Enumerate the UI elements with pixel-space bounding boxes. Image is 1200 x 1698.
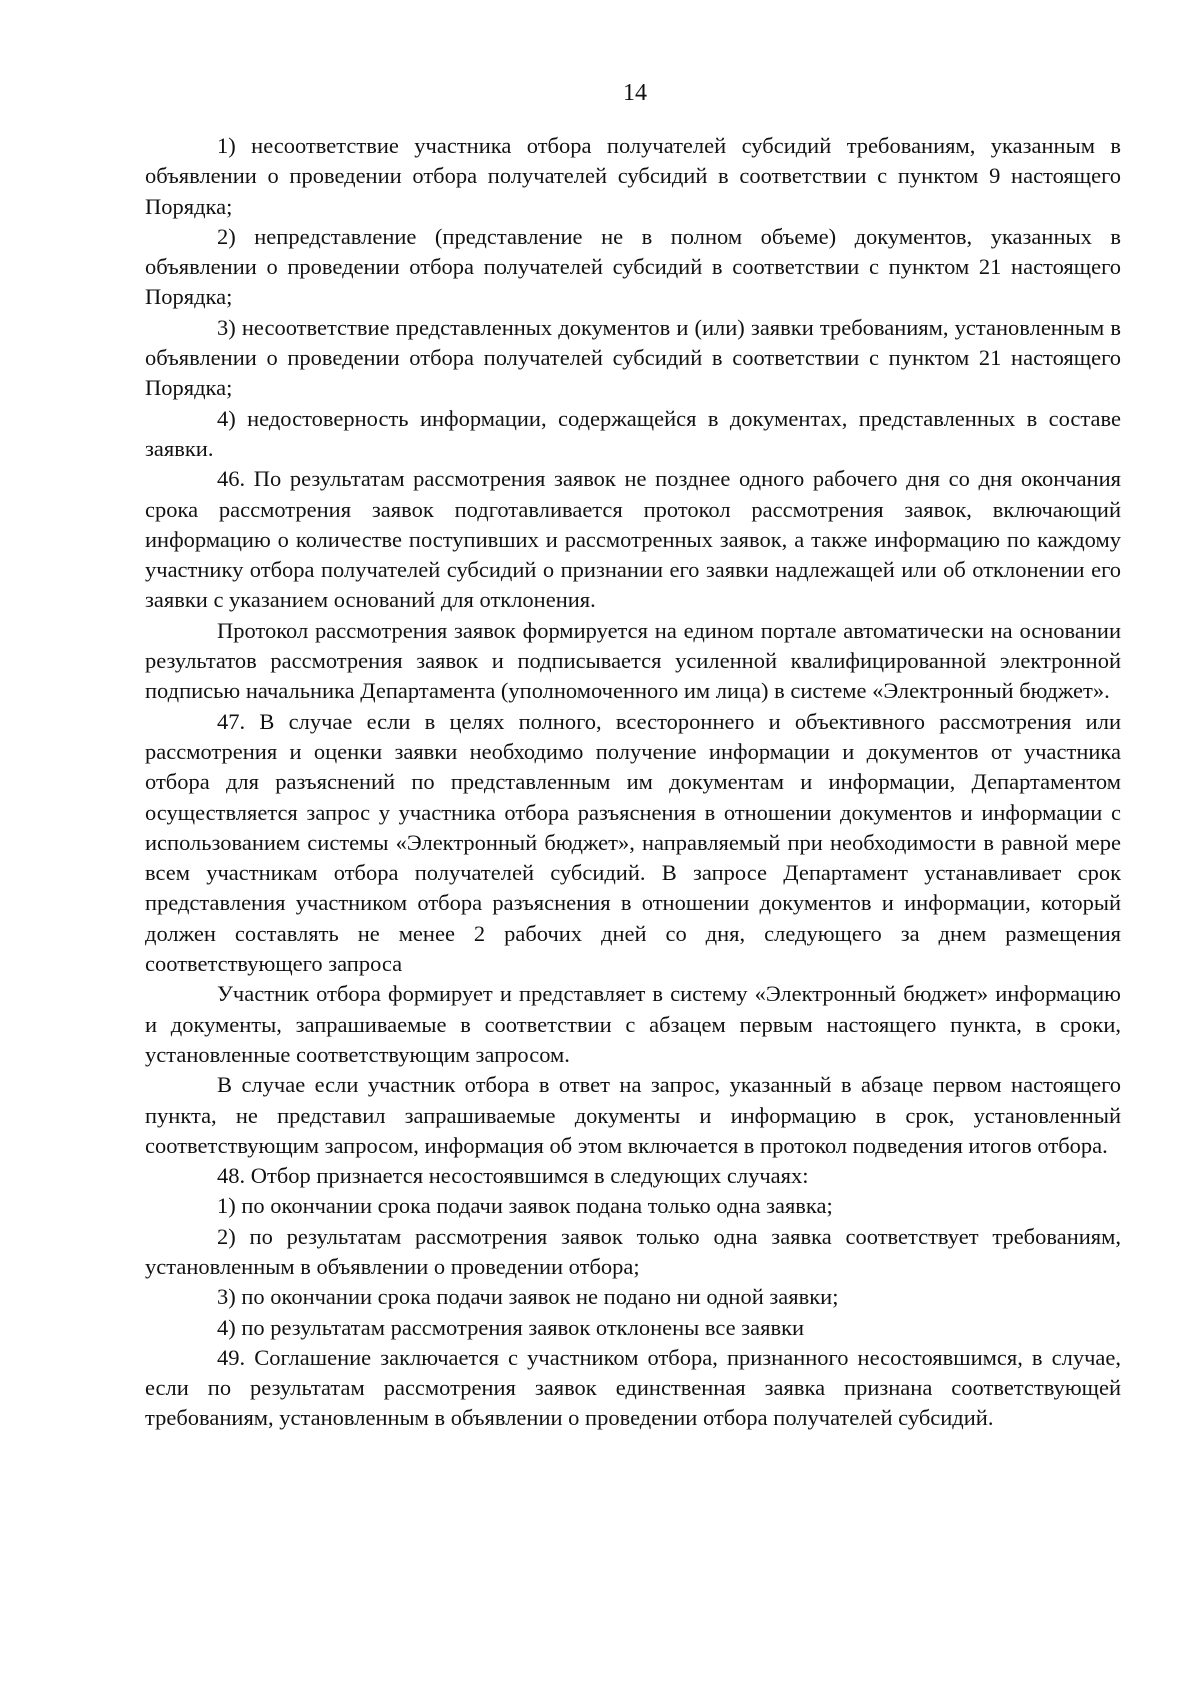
- page-number: 14: [623, 80, 647, 106]
- paragraph-48-case-4: 4) по результатам рассмотрения заявок отклонены все заявки: [217, 1314, 805, 1340]
- paragraph-2-nonsubmission-documents: 2) непредставление (представление не в полном объеме) документов, указанных в объявлении о проведении отбора получателей субсидий в соответствии с пунктом 21 настоящего Порядка;: [145, 223, 1121, 310]
- paragraph-46-review-protocol: 46. По результатам рассмотрения заявок не позднее одного рабочего дня со дня окончания срока рассмотрения заявок подготавливается протокол рассмотрения заявок, включающий информацию о количестве поступивших и рассмотренных заявок, а также информацию по каждому участнику отбора получателей субсидий о признании его заявки надлежащей или об отклонении его заявки с указанием оснований для отклонения.: [145, 466, 1121, 613]
- paragraph-48-case-2: 2) по результатам рассмотрения заявок только одна заявка соответствует требованиям, установленным в объявлении о проведении отбора;: [145, 1223, 1121, 1279]
- paragraph-no-response: В случае если участник отбора в ответ на запрос, указанный в абзаце первом настоящего пункта, не представил запрашиваемые документы и информацию в срок, установленный соответствующим запросом, информация об этом включается в протокол подведения итогов отбора.: [145, 1072, 1121, 1158]
- document-body: [145, 131, 1121, 1434]
- paragraph-48-case-3: 3) по окончании срока подачи заявок не подано ни одной заявки;: [217, 1284, 839, 1310]
- paragraph-participant-submits: Участник отбора формирует и представляет в систему «Электронный бюджет» информацию и документы, запрашиваемые в соответствии с абзацем первым настоящего пункта, в сроки, установленные соответствующим запросом.: [145, 981, 1121, 1067]
- paragraph-49-agreement: 49. Соглашение заключается с участником отбора, признанного несостоявшимся, в случае, если по результатам рассмотрения заявок единственная заявка признана соответствующей требованиям, установленным в объявлении о проведении отбора получателей субсидий.: [145, 1344, 1121, 1431]
- paragraph-3-nonconformity-documents: 3) несоответствие представленных документов и (или) заявки требованиям, установленным в объявлении о проведении отбора получателей субсидий в соответствии с пунктом 21 настоящего Порядка;: [145, 314, 1121, 401]
- paragraph-4-unreliable-information: 4) недостоверность информации, содержащейся в документах, представленных в составе заявки.: [145, 405, 1121, 461]
- paragraph-protocol-formation: Протокол рассмотрения заявок формируется на едином портале автоматически на основании результатов рассмотрения заявок и подписывается усиленной квалифицированной электронной подписью начальника Департамента (уполномоченного им лица) в системе «Электронный бюджет».: [145, 617, 1121, 704]
- paragraph-48-selection-failed: 48. Отбор признается несостоявшимся в следующих случаях:: [217, 1163, 809, 1189]
- paragraph-1-nonconformity-participant: 1) несоответствие участника отбора получателей субсидий требованиям, указанным в объявлении о проведении отбора получателей субсидий в соответствии с пунктом 9 настоящего Порядка;: [145, 133, 1121, 219]
- paragraph-47-clarification-request: 47. В случае если в целях полного, всестороннего и объективного рассмотрения или рассмотрения и оценки заявки необходимо получение информации и документов от участника отбора для разъяснений по представленным им документам и информации, Департаментом осуществляется запрос у участника отбора разъяснения в отношении документов и информации с использованием системы «Электронный бюджет», направляемый при необходимости в равной мере всем участникам отбора получателей субсидий. В запросе Департамент устанавливает срок представления участником отбора разъяснения в отношении документов и информации, который должен составлять не менее 2 рабочих дней со дня, следующего за днем размещения соответствующего запроса: [145, 708, 1121, 977]
- paragraph-48-case-1: 1) по окончании срока подачи заявок подана только одна заявка;: [217, 1193, 833, 1219]
